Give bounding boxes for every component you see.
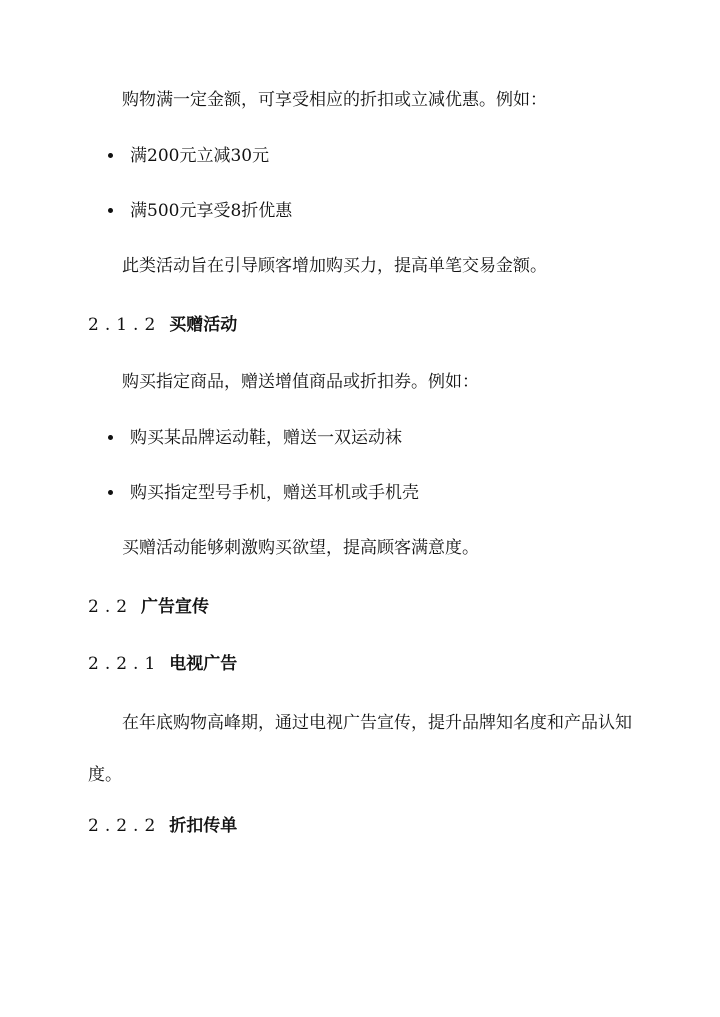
section-heading-2-2 [88,595,209,619]
section-title: 折扣传单 [169,816,238,836]
list-item [108,481,419,505]
paragraph-full-reduction-conclusion: 此类活动旨在引导顾客增加购买力，提高单笔交易金额。 [122,256,547,276]
bullet-icon [108,435,113,440]
paragraph-gift-conclusion: 买赠活动能够刺激购买欲望，提高顾客满意度。 [122,538,479,558]
list-item [108,199,292,223]
list-item [108,426,402,450]
section-title: 电视广告 [169,654,238,674]
section-number: 2.1.2 [88,315,162,335]
list-item-text: 购买某品牌运动鞋，赠送一双运动袜 [130,428,402,448]
list-item-text: 购买指定型号手机，赠送耳机或手机壳 [130,483,419,503]
section-title: 广告宣传 [141,597,210,617]
section-number: 2.2.2 [88,816,162,836]
list-item-text: 满500元享受8折优惠 [130,201,293,221]
section-number: 2.2 [88,597,134,617]
section-heading-2-2-1 [88,652,237,676]
section-number: 2.2.1 [88,654,162,674]
bullet-icon [108,153,113,158]
paragraph-tv-ad: 在年底购物高峰期，通过电视广告宣传，提升品牌知名度和产品认知度。 [88,713,632,785]
paragraph-gift-intro: 购买指定商品，赠送增值商品或折扣券。例如： [122,372,479,392]
paragraph-full-reduction-intro: 购物满一定金额，可享受相应的折扣或立减优惠。例如： [122,90,547,110]
bullet-icon [108,208,113,213]
section-title: 买赠活动 [169,315,238,335]
section-heading-2-1-2 [88,313,237,337]
bullet-icon [108,490,113,495]
list-item-text: 满200元立减30元 [130,146,270,166]
list-item [108,144,269,168]
section-heading-2-2-2 [88,814,237,838]
